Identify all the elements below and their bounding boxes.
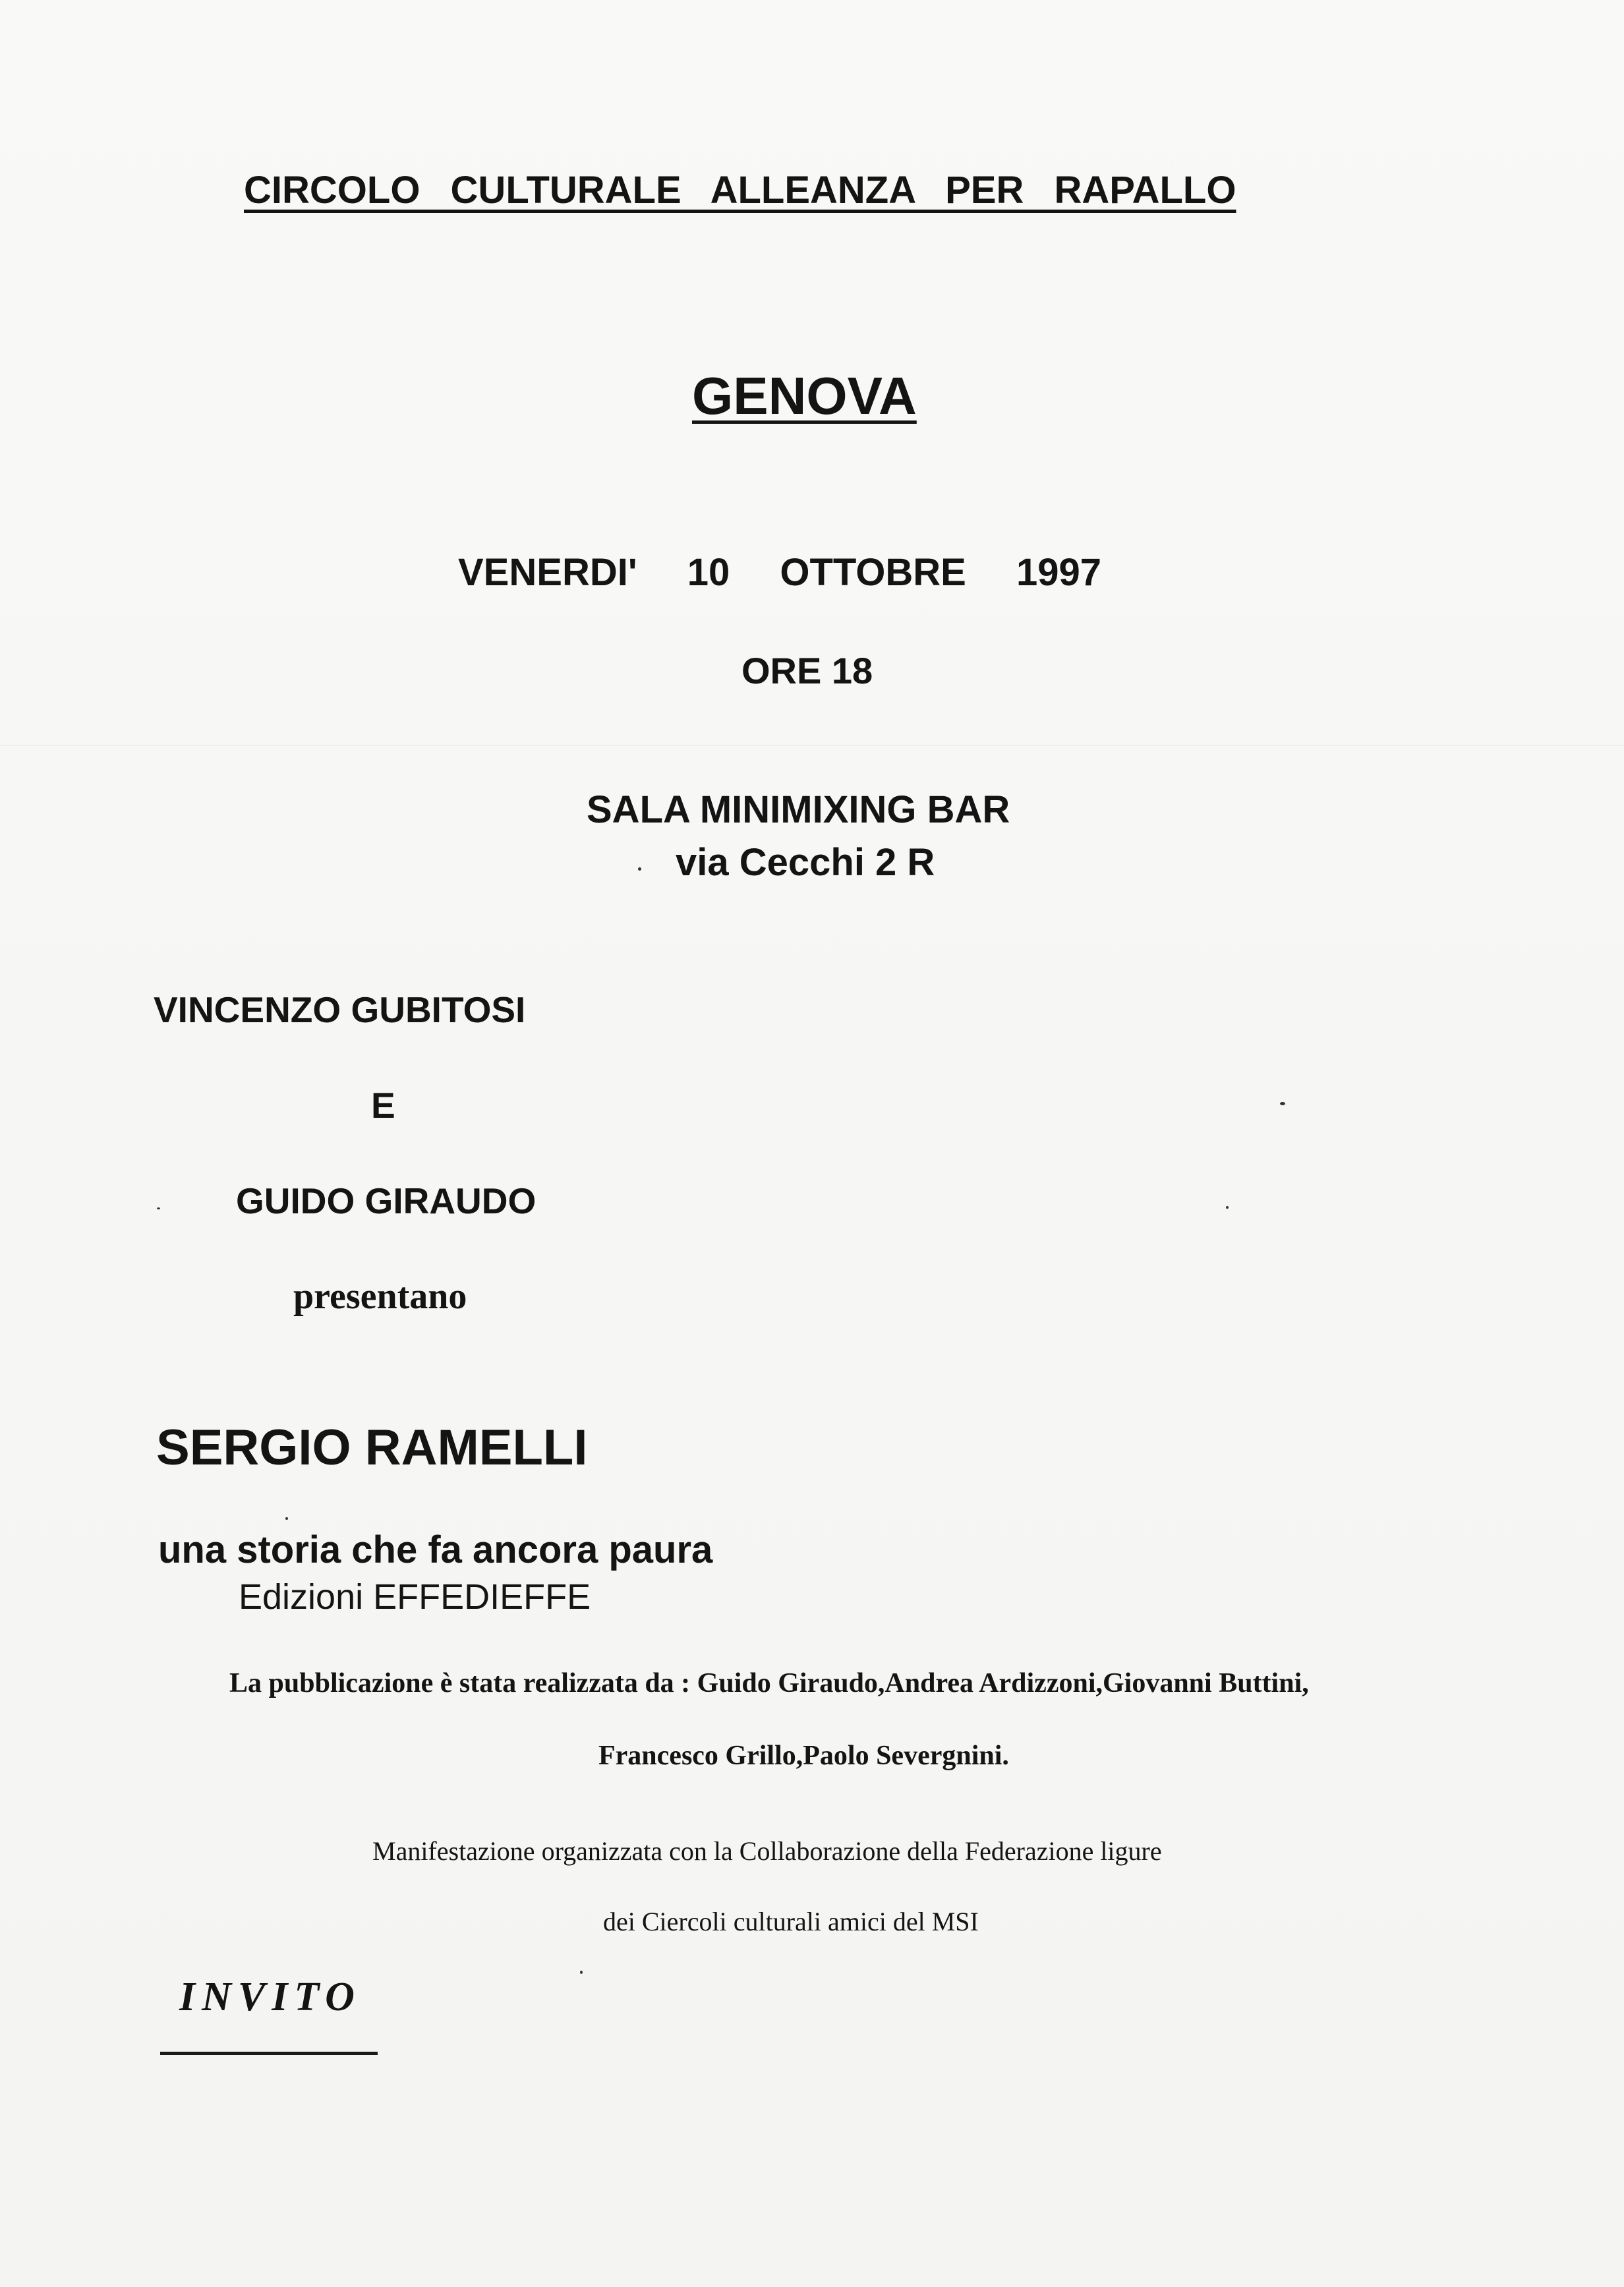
paper-speck (1280, 1102, 1285, 1105)
speaker-second: GUIDO GIRAUDO (236, 1180, 536, 1221)
paper-speck (638, 867, 641, 871)
organization-note-line-2: dei Ciercoli culturali amici del MSI (603, 1907, 979, 1936)
invite-underline (160, 2052, 378, 2055)
event-time: ORE 18 (741, 650, 873, 691)
paper-speck (580, 1971, 583, 1974)
book-publisher: Edizioni EFFEDIEFFE (239, 1577, 591, 1617)
paper-speck (285, 1517, 288, 1520)
city-heading: GENOVA (692, 366, 917, 425)
paper-speck (1226, 1206, 1229, 1209)
speaker-conjunction: E (371, 1085, 395, 1126)
event-address: via Cecchi 2 R (676, 841, 935, 884)
paper-fold (0, 745, 1624, 746)
event-venue: SALA MINIMIXING BAR (587, 788, 1010, 831)
book-title: SERGIO RAMELLI (156, 1420, 588, 1476)
speaker-first: VINCENZO GUBITOSI (154, 989, 526, 1030)
organization-note-line-1: Manifestazione organizzata con la Collaborazione della Federazione ligure (372, 1836, 1162, 1866)
organization-title: CIRCOLO CULTURALE ALLEANZA PER RAPALLO (244, 169, 1236, 212)
paper-speck (157, 1207, 160, 1209)
event-date: VENERDI' 10 OTTOBRE 1997 (458, 551, 1101, 594)
credits-line-1: La pubblicazione è stata realizzata da : Guido Giraudo,Andrea Ardizzoni,Giovanni Buttini, (229, 1668, 1309, 1698)
invite-label: INVITO (179, 1975, 361, 2019)
credits-line-2: Francesco Grillo,Paolo Severgnini. (598, 1741, 1009, 1771)
presentation-verb: presentano (293, 1276, 467, 1317)
book-subtitle: una storia che fa ancora paura (158, 1528, 713, 1571)
